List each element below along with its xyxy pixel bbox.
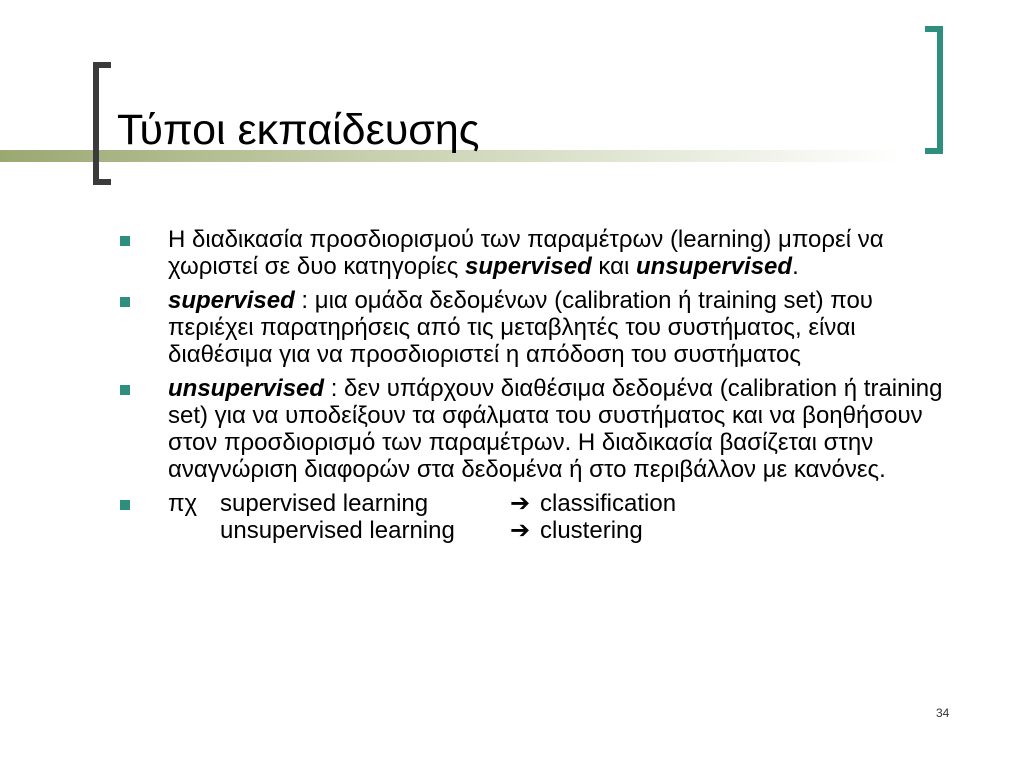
emphasis-unsupervised: unsupervised (636, 253, 793, 280)
emphasis-unsupervised: unsupervised (168, 375, 325, 402)
example-prefix: πχ (168, 490, 198, 517)
example-result: classification (540, 490, 677, 517)
bullet-text: και (591, 253, 637, 280)
bullet-item (118, 226, 958, 280)
arrow-right-icon: ➔ (510, 517, 531, 544)
example-term: supervised learning (220, 490, 429, 517)
square-bullet-icon (120, 236, 130, 246)
square-bullet-icon (120, 385, 130, 395)
square-bullet-icon (120, 297, 130, 307)
example-result: clustering (540, 517, 643, 544)
example-row (168, 517, 958, 544)
page-number: 34 (936, 706, 950, 720)
right-bracket-decoration (925, 26, 943, 154)
bullet-text: : μια ομάδα δεδομένων (calibration ή training set) που περιέχει παρατηρήσεις από τις μεταβλητές του συστήματος, είναι διαθέσιμα για να προσδιοριστεί η απόδοση του συστήματος (168, 287, 873, 368)
bullet-item (118, 375, 958, 483)
emphasis-supervised: supervised (168, 287, 295, 314)
bullet-text: Η διαδικασία προσδιορισμού των παραμέτρων (learning) μπορεί να χωριστεί σε δυο κατηγορίες (168, 226, 884, 280)
arrow-right-icon: ➔ (510, 490, 531, 517)
slide-title: Τύποι εκπαίδευσης (117, 106, 480, 154)
emphasis-supervised: supervised (465, 253, 592, 280)
example-row (168, 490, 958, 517)
bullet-item-example (118, 490, 958, 544)
square-bullet-icon (120, 500, 130, 510)
left-bracket-decoration (93, 62, 111, 185)
example-term: unsupervised learning (220, 517, 455, 544)
bullet-text: . (792, 253, 799, 280)
bullet-text: : δεν υπάρχουν διαθέσιμα δεδομένα (calibration ή training set) για να υποδείξουν τα σφάλματα του συστήματος και να βοηθήσουν στον προσδιορισμό των παραμέτρων. Η διαδικασία βασίζεται στην αναγνώριση διαφορών στα δεδομένα ή στο περιβάλλον με κανόνες. (168, 375, 943, 483)
bullet-item (118, 287, 958, 368)
slide-content (118, 226, 958, 551)
